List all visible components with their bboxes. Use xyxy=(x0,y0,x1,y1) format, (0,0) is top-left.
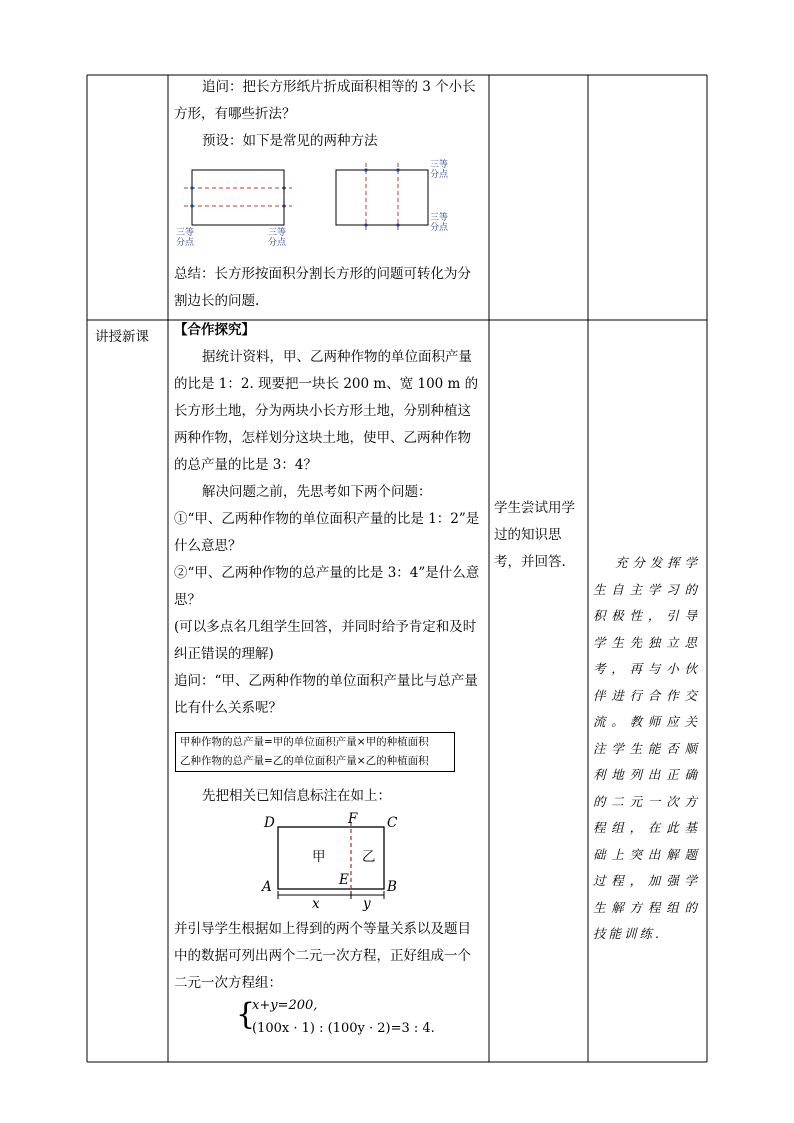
problem-text: 据统计资料，甲、乙两种作物的单位面积产量的比是 1：2. 现要把一块长 200 m、宽 100 m 的长方形土地，分为两块小长方形土地，分别种植这两种作物，怎样划分这块土地，使甲、乙两种作物的总产量的比是 3：4？ xyxy=(174,349,479,473)
section-heading: 【合作探究】 xyxy=(174,322,255,338)
student-activity: 学生尝试用学过的知识思考，并回答. xyxy=(494,500,575,570)
trisection-label-rt: 三等 分点 xyxy=(430,160,449,180)
fold-methods-figure xyxy=(170,155,470,250)
summary-block xyxy=(174,261,484,315)
point-D: D xyxy=(264,815,275,831)
trisection-label-rb: 三等 分点 xyxy=(268,228,287,248)
question-1: ①“甲、乙两种作物的单位面积产量的比是 1：2”是什么意思？ xyxy=(174,511,480,554)
equation-2: (100x · 1) : (100y · 2)=3 : 4. xyxy=(252,1021,435,1036)
rectangle-2 xyxy=(336,170,428,225)
region-yi: 乙 xyxy=(362,849,376,865)
point-B: B xyxy=(387,879,397,895)
followup-2: 追问：“甲、乙两种作物的单位面积产量比与总产量比有什么关系呢？ xyxy=(174,673,478,716)
point-C: C xyxy=(387,815,398,831)
trisection-label-lb: 三等 分点 xyxy=(176,228,195,248)
region-jia: 甲 xyxy=(312,849,326,865)
rectangle-1 xyxy=(192,170,284,225)
question-2: ②“甲、乙两种作物的总产量的比是 3：4”是什么意思？ xyxy=(174,565,480,608)
row2-content xyxy=(174,317,484,722)
guide-text: 并引导学生根据如上得到的两个等量关系以及题目中的数据可列出两个二元一次方程，正好组成一个二元一次方程组： xyxy=(174,921,471,991)
dim-y: y xyxy=(363,896,371,912)
point-A: A xyxy=(262,879,272,895)
teacher-hint: (可以多点名几组学生回答，并同时给予肯定和及时纠正错误的理解) xyxy=(174,619,477,662)
relationship-line-1: 甲种作物的总产量=甲的单位面积产量×甲的种植面积 xyxy=(180,736,429,748)
point-E: E xyxy=(339,872,349,888)
preset-text: 预设：如下是常见的两种方法 xyxy=(202,133,378,149)
mark-block xyxy=(174,783,484,810)
equation-1: x+y=200, xyxy=(252,998,318,1013)
equation-brace: { xyxy=(236,997,256,1032)
trisection-label-rm: 三等 分点 xyxy=(430,213,449,233)
point-F: F xyxy=(348,811,358,827)
relationship-box xyxy=(175,732,455,772)
followup-question: 追问：把长方形纸片折成面积相等的 3 个小长方形，有哪些折法？ xyxy=(174,79,476,122)
fold-method-horizontal xyxy=(184,170,292,225)
summary-text: 总结：长方形按面积分割长方形的问题可转化为分割边长的问题. xyxy=(174,266,471,309)
relationship-line-2: 乙种作物的总产量=乙的单位面积产量×乙的种植面积 xyxy=(180,755,429,767)
dim-x: x xyxy=(312,896,320,912)
design-intent: 充分发挥学生自主学习的积极性，引导学生先独立思考，再与小伙伴进行合作交流。教师应关注学生能否顺利地列出正确的二元一次方程组，在此基础上突出解题过程，加强学生解方程组的技能训练. xyxy=(593,555,700,941)
fold-method-vertical xyxy=(336,163,428,231)
stage-label: 讲授新课 xyxy=(95,329,149,345)
mark-text: 先把相关已知信息标注在如上： xyxy=(202,788,391,804)
guide-block xyxy=(174,916,484,997)
land-division-figure xyxy=(258,812,408,912)
row1-content xyxy=(174,74,484,155)
pre-question: 解决问题之前，先思考如下两个问题： xyxy=(202,484,432,500)
